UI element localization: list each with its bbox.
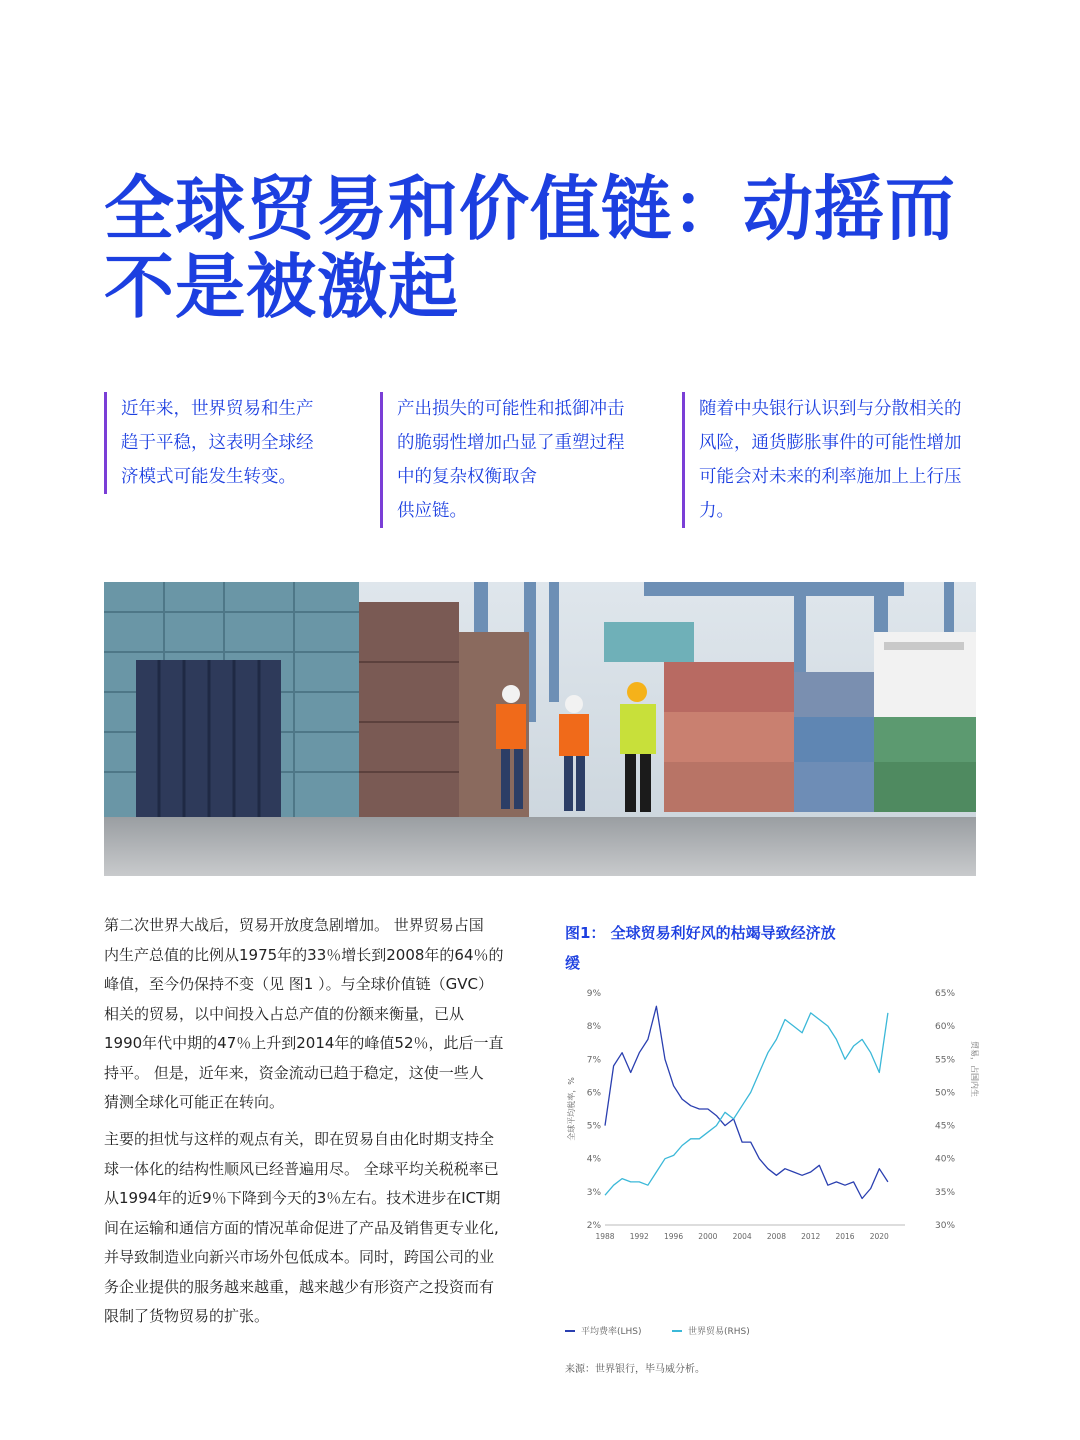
- y-right-tick-label: 55%: [935, 1055, 956, 1066]
- port-workers-photo: [104, 582, 976, 876]
- x-tick-label: 2008: [766, 1232, 786, 1241]
- x-tick-label: 1992: [629, 1232, 649, 1241]
- intro-line: 随着中央银行认识到与分散相关的: [699, 399, 962, 419]
- y-right-tick-label: 45%: [935, 1121, 956, 1132]
- x-tick-label: 2000: [698, 1232, 718, 1241]
- body-line: 猜测全球化可能正在转向。: [104, 1093, 285, 1111]
- x-tick-label: 2016: [835, 1232, 855, 1241]
- body-line: 持平。 但是，近年来，资金流动已趋于稳定，这使一些人: [104, 1063, 484, 1082]
- y-right-tick-label: 60%: [935, 1022, 956, 1033]
- body-line: 主要的担忧与这样的观点有关，即在贸易自由化时期支持全: [104, 1130, 495, 1148]
- legend-item-tariff: [565, 1324, 642, 1337]
- body-paragraph-2: [104, 1125, 524, 1332]
- y-left-tick-label: 3%: [586, 1187, 601, 1198]
- intro-line: 产出损失的可能性和抵御冲击: [397, 399, 625, 419]
- y-right-axis-label: 贸易，占国内生: [970, 1041, 979, 1097]
- legend-swatch: [672, 1330, 682, 1332]
- body-line: 限制了货物贸易的扩张。: [104, 1307, 270, 1325]
- y-left-tick-label: 9%: [586, 989, 601, 999]
- y-left-axis-label: 全球平均税率，%: [567, 1077, 576, 1141]
- body-line: 间在运输和通信方面的情况革命促进了产品及销售更专业化,: [104, 1218, 499, 1237]
- y-right-tick-label: 50%: [935, 1088, 956, 1099]
- intro-line: 济模式可能发生转变。: [121, 467, 296, 487]
- body-line: 第二次世界大战后，贸易开放度急剧增加。 世界贸易占国: [104, 916, 484, 934]
- y-left-tick-label: 8%: [586, 1022, 601, 1033]
- body-line: 并导致制造业向新兴市场外包低成本。同时，跨国公司的业: [104, 1248, 495, 1266]
- intro-line: 近年来，世界贸易和生产: [121, 399, 314, 419]
- legend-label: 平均费率(LHS): [581, 1327, 642, 1337]
- legend-label: 世界贸易(RHS): [688, 1327, 750, 1337]
- x-tick-label: 1996: [664, 1232, 684, 1241]
- y-left-tick-label: 2%: [586, 1221, 601, 1231]
- x-tick-label: 2004: [732, 1232, 752, 1241]
- intro-line: 风险，通货膨胀事件的可能性增加: [699, 433, 962, 453]
- y-right-tick-label: 30%: [935, 1221, 956, 1231]
- y-right-tick-label: 40%: [935, 1154, 956, 1165]
- x-tick-label: 2020: [869, 1232, 889, 1241]
- figure-title: [565, 918, 836, 978]
- intro-line: 力。: [699, 501, 734, 521]
- y-right-tick-label: 35%: [935, 1187, 956, 1198]
- body-line: 相关的贸易，以中间投入占总产值的份额来衡量，已从: [104, 1004, 465, 1023]
- legend-swatch: [565, 1330, 575, 1332]
- intro-line: 趋于平稳，这表明全球经: [121, 433, 314, 453]
- figure-title-line: 缓: [565, 954, 581, 972]
- x-tick-label: 2012: [801, 1232, 821, 1241]
- y-left-tick-label: 4%: [586, 1154, 601, 1165]
- y-left-tick-label: 5%: [586, 1121, 601, 1132]
- y-right-tick-label: 65%: [935, 989, 956, 999]
- intro-line: 供应链。: [397, 501, 467, 521]
- body-line: 务企业提供的服务越来越重，越来越少有形资产之投资而有: [104, 1277, 495, 1296]
- body-line: 1990年代中期的47％上升到2014年的峰值52％，此后一直: [104, 1034, 504, 1052]
- y-left-tick-label: 6%: [586, 1088, 601, 1099]
- title-line-2: 不是被激起: [104, 245, 459, 328]
- tariff-trade-line-chart: [560, 975, 980, 1255]
- y-left-tick-label: 7%: [586, 1055, 601, 1066]
- body-line: 内生产总值的比例从1975年的33％增长到2008年的64％的: [104, 945, 504, 964]
- legend-item-trade: [672, 1324, 750, 1337]
- intro-line: 可能会对未来的利率施加上上行压: [699, 467, 962, 487]
- intro-column-3: [682, 392, 962, 528]
- x-tick-label: 1988: [595, 1232, 615, 1241]
- intro-column-1: [104, 392, 314, 494]
- body-line: 峰值，至今仍保持不变（见 图1 ）。与全球价值链（GVC）: [104, 975, 493, 993]
- intro-line: 的脆弱性增加凸显了重塑过程: [397, 433, 625, 453]
- title-line-1: 全球贸易和价值链：动摇而: [104, 167, 956, 250]
- figure-title-line: 图1： 全球贸易利好风的枯竭导致经济放: [565, 924, 836, 942]
- intro-line: 中的复杂权衡取舍: [397, 467, 537, 487]
- body-line: 球一体化的结构性顺风已经普遍用尽。 全球平均关税税率已: [104, 1159, 499, 1178]
- intro-column-2: [380, 392, 625, 528]
- page-title: [104, 167, 956, 328]
- body-line: 从1994年的近9％下降到今天的3％左右。技术进步在ICT期: [104, 1189, 501, 1207]
- body-paragraph-1: [104, 911, 524, 1118]
- series-line-tariff: [605, 1006, 888, 1198]
- figure-source: 来源：世界银行，毕马威分析。: [565, 1364, 705, 1375]
